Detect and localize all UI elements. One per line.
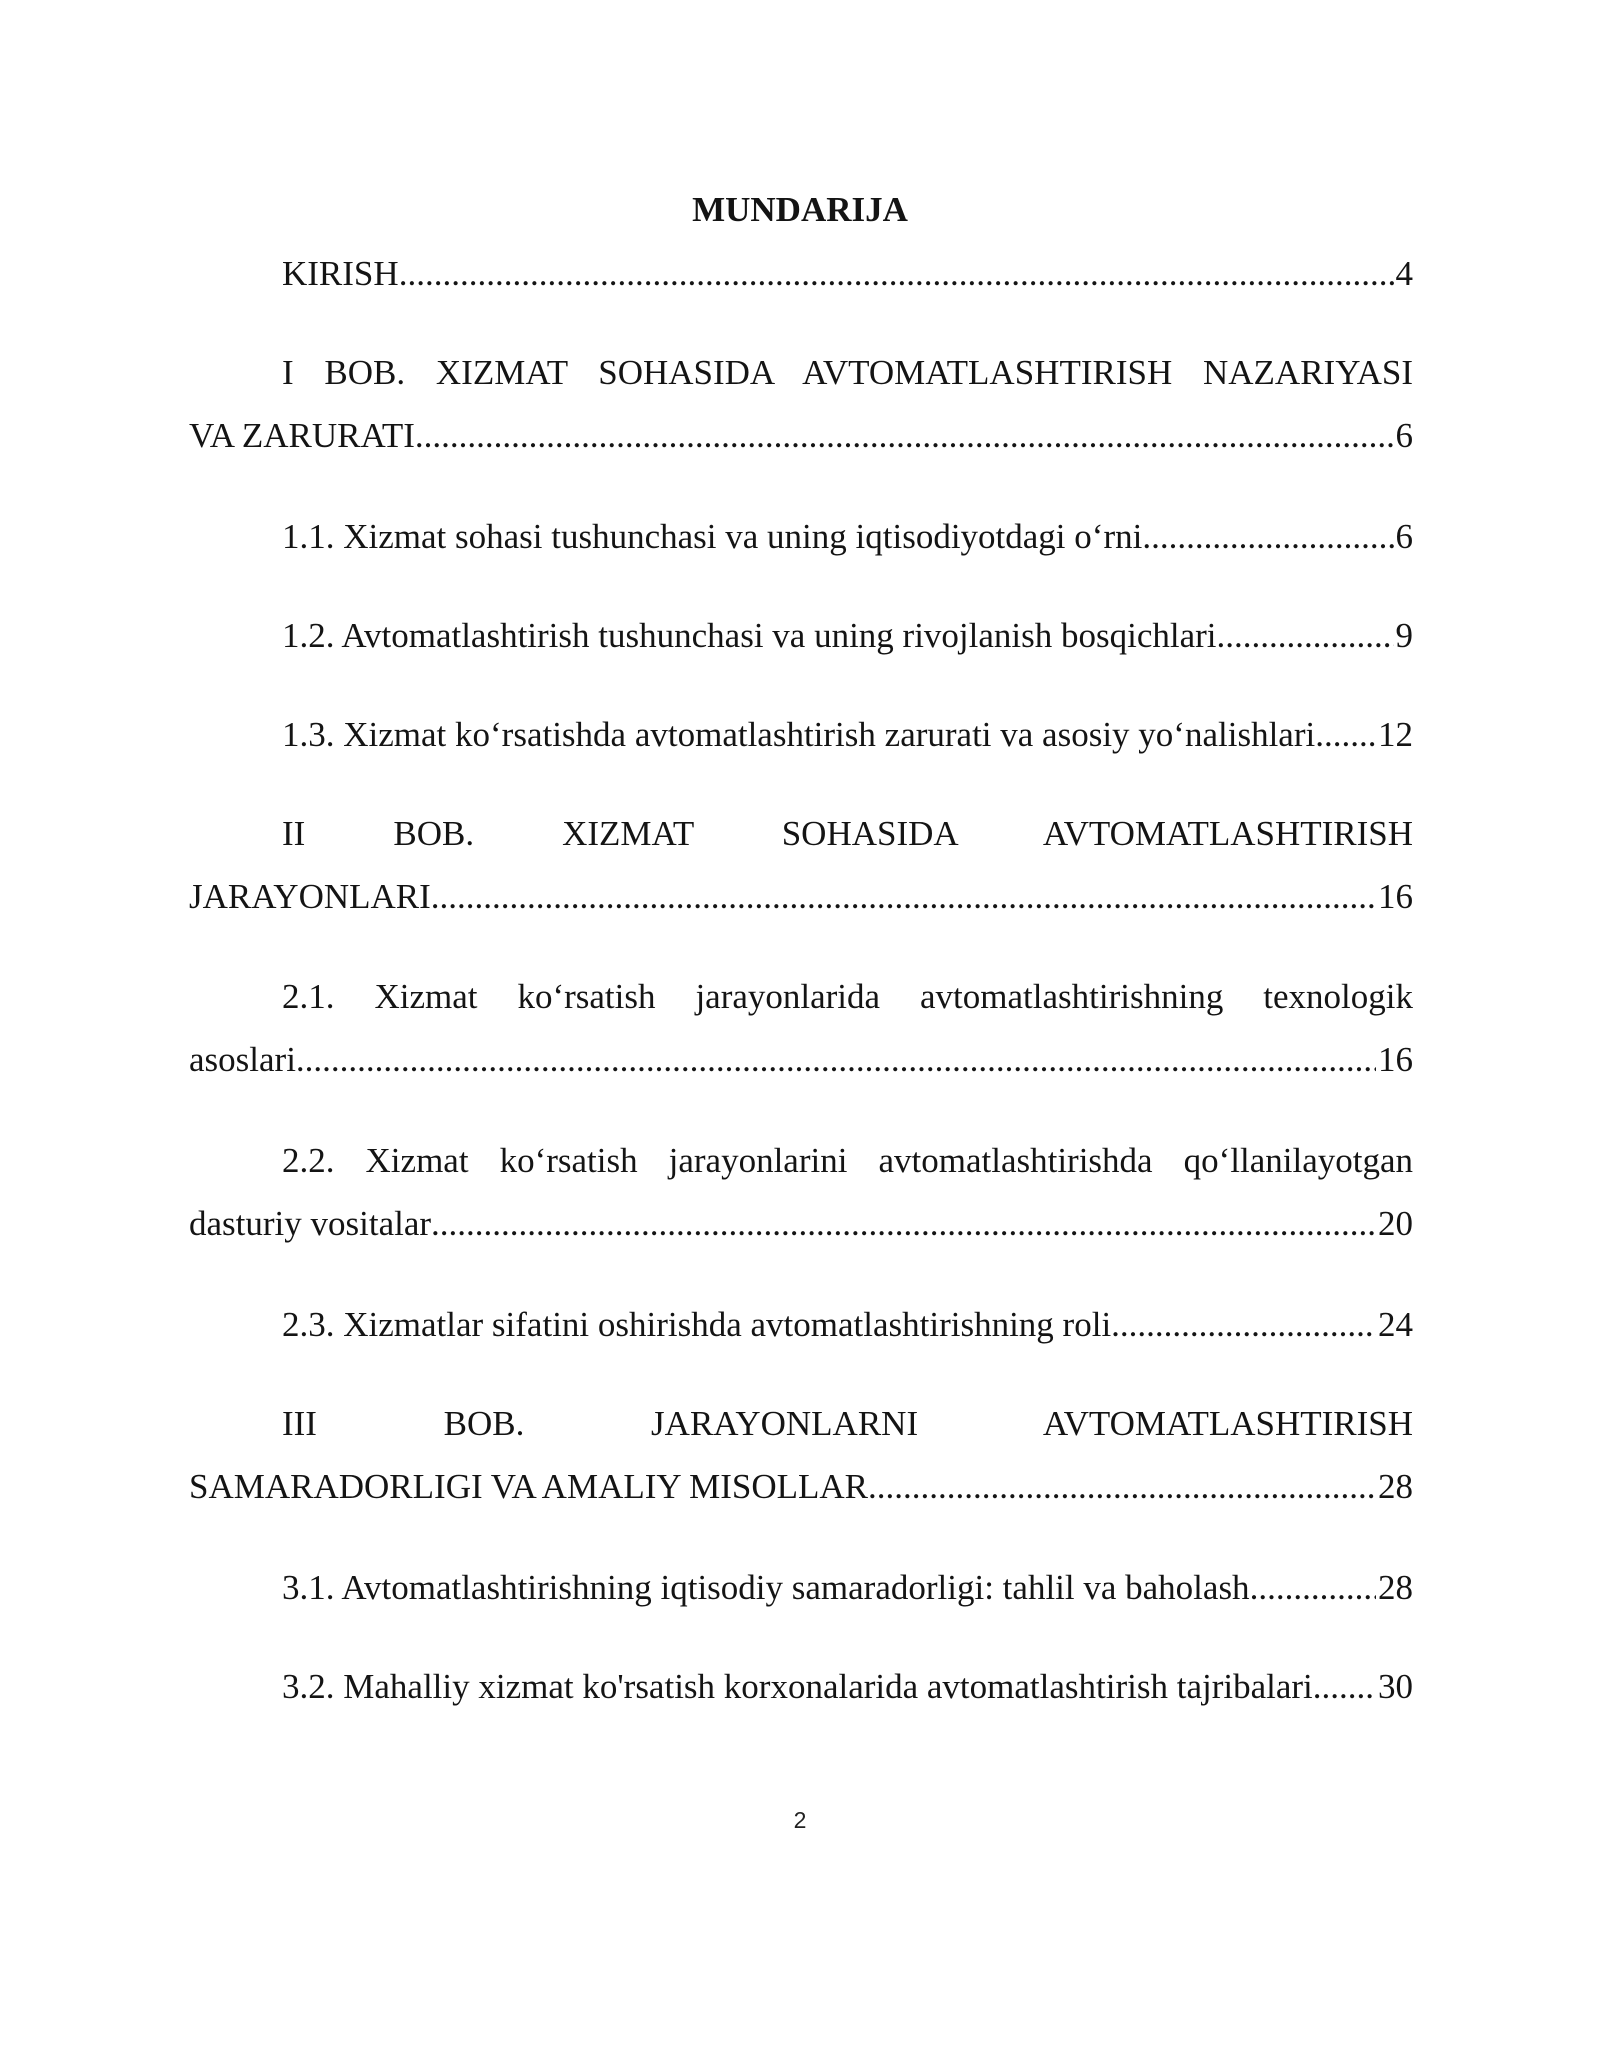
toc-entry-1-3 <box>189 703 1413 766</box>
dot-leader <box>1217 604 1394 667</box>
toc-entry-label: III BOB. JARAYONLARNI AVTOMATLASHTIRISH <box>282 1404 1413 1443</box>
toc-entry-label-continued: asoslari <box>189 1040 296 1079</box>
toc-entry-2-1 <box>189 965 1413 1091</box>
toc-entry-label-continued: JARAYONLARI <box>189 877 431 916</box>
toc-page-number: 12 <box>1378 715 1413 754</box>
dot-leader <box>431 865 1376 928</box>
toc-entry-kirish <box>189 242 1413 305</box>
toc-entry-label: 3.1. Avtomatlashtirishning iqtisodiy samaradorligi: tahlil va baholash <box>282 1568 1250 1607</box>
dot-leader <box>1322 1655 1376 1718</box>
dot-leader <box>868 1455 1376 1518</box>
dot-leader <box>296 1028 1376 1091</box>
toc-entry-chapter-3 <box>189 1392 1413 1518</box>
toc-entry-label: 1.1. Xizmat sohasi tushunchasi va uning iqtisodiyotdagi o‘rni <box>282 517 1143 556</box>
toc-entry-label: 3.2. Mahalliy xizmat ko'rsatish korxonalarida avtomatlashtirish tajribalari. <box>282 1667 1322 1706</box>
dot-leader <box>1142 505 1393 568</box>
dot-leader <box>399 242 1394 305</box>
toc-page-number: 16 <box>1378 877 1413 916</box>
toc-entry-label: II BOB. XIZMAT SOHASIDA AVTOMATLASHTIRISH <box>282 814 1413 853</box>
dot-leader <box>1324 703 1376 766</box>
toc-page-number: 30 <box>1378 1667 1413 1706</box>
dot-leader <box>1111 1293 1376 1356</box>
toc-entry-2-2 <box>189 1129 1413 1255</box>
toc-entry-chapter-1 <box>189 341 1413 467</box>
toc-entry-label: I BOB. XIZMAT SOHASIDA AVTOMATLASHTIRISH NAZARIYASI <box>282 353 1413 392</box>
toc-entry-label: KIRISH <box>282 254 399 293</box>
toc-entry-label: 2.2. Xizmat ko‘rsatish jarayonlarini avtomatlashtirishda qo‘llanilayotgan <box>282 1141 1413 1180</box>
dot-leader <box>415 404 1394 467</box>
toc-page-number: 6 <box>1395 517 1413 556</box>
toc-page-number: 9 <box>1395 616 1413 655</box>
toc-entry-label: 2.3. Xizmatlar sifatini oshirishda avtomatlashtirishning roli <box>282 1305 1112 1344</box>
toc-page-number: 16 <box>1378 1040 1413 1079</box>
page-number: 2 <box>793 1807 807 1833</box>
toc-entry-label-continued: VA ZARURATI <box>189 416 415 455</box>
toc-entry-label-continued: SAMARADORLIGI VA AMALIY MISOLLAR <box>189 1467 868 1506</box>
toc-entry-3-2 <box>189 1655 1413 1718</box>
toc-page-number: 20 <box>1378 1204 1413 1243</box>
page-title: MUNDARIJA <box>692 190 908 229</box>
toc-entry-1-2 <box>189 604 1413 667</box>
toc-page-number: 4 <box>1395 254 1413 293</box>
toc-entry-2-3 <box>189 1293 1413 1356</box>
toc-page-number: 28 <box>1378 1467 1413 1506</box>
toc-entry-1-1 <box>189 505 1413 568</box>
dot-leader <box>431 1192 1376 1255</box>
toc-entry-label-continued: dasturiy vositalar <box>189 1204 432 1243</box>
toc-page-number: 6 <box>1395 416 1413 455</box>
toc-entry-3-1 <box>189 1556 1413 1619</box>
toc-entry-label: 2.1. Xizmat ko‘rsatish jarayonlarida avtomatlashtirishning texnologik <box>282 977 1413 1016</box>
toc-entry-chapter-2 <box>189 802 1413 928</box>
toc-entry-label: 1.3. Xizmat ko‘rsatishda avtomatlashtirish zarurati va asosiy yo‘nalishlari. <box>282 715 1324 754</box>
dot-leader <box>1250 1556 1376 1619</box>
toc-entry-label: 1.2. Avtomatlashtirish tushunchasi va uning rivojlanish bosqichlari <box>282 616 1217 655</box>
toc-page-number: 28 <box>1378 1568 1413 1607</box>
toc-page-number: 24 <box>1378 1305 1413 1344</box>
